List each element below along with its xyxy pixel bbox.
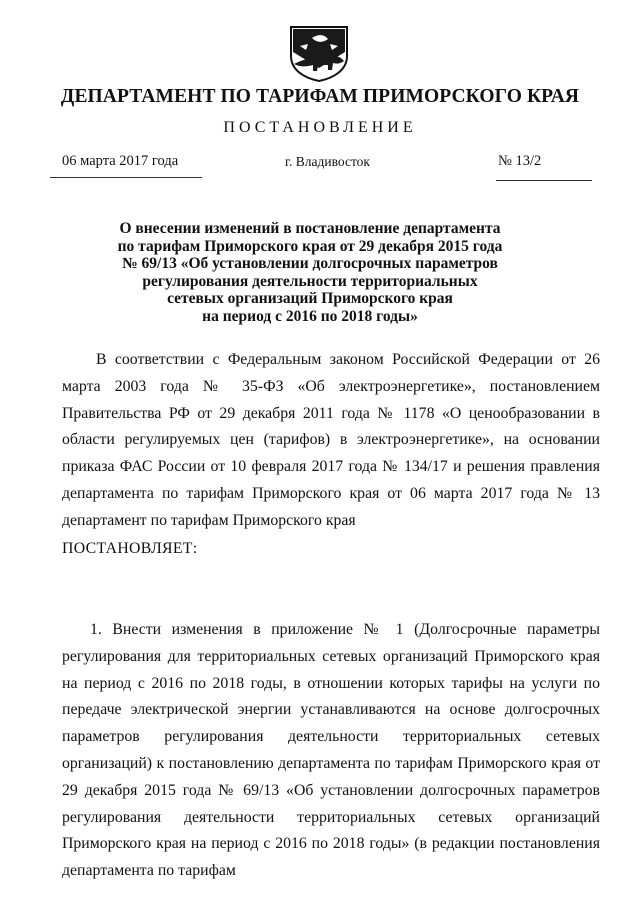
- title-line: на период с 2016 по 2018 годы»: [202, 307, 418, 325]
- title-line: сетевых организаций Приморского края: [167, 290, 453, 308]
- title-line: О внесении изменений в постановление департамента: [119, 220, 501, 237]
- department-name: ДЕПАРТАМЕНТ ПО ТАРИФАМ ПРИМОРСКОГО КРАЯ: [60, 86, 580, 107]
- document-title: [100, 220, 520, 326]
- title-line: регулирования деятельности территориальных: [142, 272, 478, 290]
- coat-of-arms-icon: [288, 24, 350, 82]
- number-underline: [496, 180, 592, 181]
- title-line: по тарифам Приморского края от 29 декабря 2015 года: [117, 237, 503, 255]
- resolve-heading: ПОСТАНОВЛЯЕТ:: [62, 540, 198, 557]
- item-1-paragraph: 1. Внести изменения в приложение № 1 (Долгосрочные параметры регулирования для территориальных сетевых организаций Приморского края на период с 2016 по 2018 годы, в отношении которых тарифы на услуги по передаче электрической энергии устанавливаются на основе долгосрочных параметров регулирования деятельности территориальных сетевых организаций) к постановлению департамента по тарифам Приморского края от 29 декабря 2015 года № 69/13 «Об установлении долгосрочных параметров регулирования деятельности территориальных сетевых организаций Приморского края на период с 2016 по 2018 годы» (в редакции постановления департамента по тарифам: [62, 621, 600, 880]
- document-date: 06 марта 2017 года: [62, 153, 179, 169]
- document-number: № 13/2: [498, 153, 542, 169]
- title-line: № 69/13 «Об установлении долгосрочных параметров: [122, 255, 498, 273]
- document-type: ПОСТАНОВЛЕНИЕ: [223, 119, 417, 136]
- date-underline: [50, 177, 202, 178]
- document-city: г. Владивосток: [285, 154, 370, 169]
- preamble-paragraph: В соответствии с Федеральным законом Российской Федерации от 26 марта 2003 года № 35-ФЗ «Об электроэнергетике», постановлением Правительства РФ от 29 декабря 2011 года № 1178 «О ценообразовании в области регулируемых цен (тарифов) в электроэнергетике», на основании приказа ФАС России от 10 февраля 2017 года № 134/17 и решения правления департамента по тарифам Приморского края от 06 марта 2017 года № 13 департамент по тарифам Приморского края: [62, 351, 600, 529]
